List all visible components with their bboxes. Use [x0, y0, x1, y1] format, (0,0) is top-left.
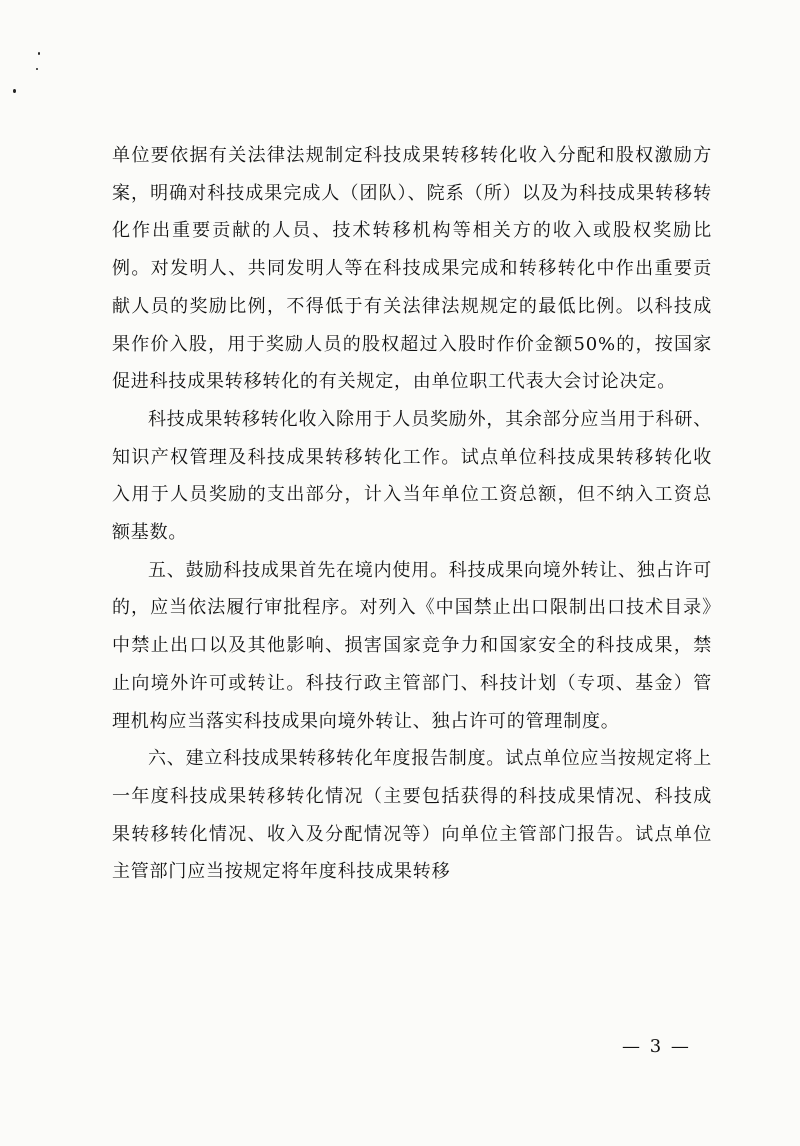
scan-speck [38, 52, 40, 55]
paragraph-section-five: 五、鼓励科技成果首先在境内使用。科技成果向境外转让、独占许可的，应当依法履行审批程序。对列入《中国禁止出口限制出口技术目录》中禁止出口以及其他影响、损害国家竞争力和国家安全的科技成果，禁止向境外许可或转让。科技行政主管部门、科技计划（专项、基金）管理机构应当落实科技成果向境外转让、独占许可的管理制度。 [112, 559, 712, 732]
paragraph-continued: 单位要依据有关法律法规制定科技成果转移转化收入分配和股权激励方案，明确对科技成果完成人（团队）、院系（所）以及为科技成果转移转化作出重要贡献的人员、技术转移机构等相关方的收入或股权奖励比例。对发明人、共同发明人等在科技成果完成和转移转化中作出重要贡献人员的奖励比例，不得低于有关法律法规规定的最低比例。以科技成果作价入股，用于奖励人员的股权超过入股时作价金额50%的，按国家促进科技成果转移转化的有关规定，由单位职工代表大会讨论决定。 [112, 145, 712, 393]
page-number: — 3 — [622, 1036, 691, 1057]
scan-speck [36, 68, 38, 70]
scan-speck [13, 89, 16, 93]
document-body [112, 137, 712, 891]
paragraph-income-usage: 科技成果转移转化收入除用于人员奖励外，其余部分应当用于科研、知识产权管理及科技成果转移转化工作。试点单位科技成果转移转化收入用于人员奖励的支出部分，计入当年单位工资总额，但不纳入工资总额基数。 [112, 408, 712, 544]
paragraph-section-six: 六、建立科技成果转移转化年度报告制度。试点单位应当按规定将上一年度科技成果转移转化情况（主要包括获得的科技成果情况、科技成果转移转化情况、收入及分配情况等）向单位主管部门报告。试点单位主管部门应当按规定将年度科技成果转移 [112, 748, 712, 883]
